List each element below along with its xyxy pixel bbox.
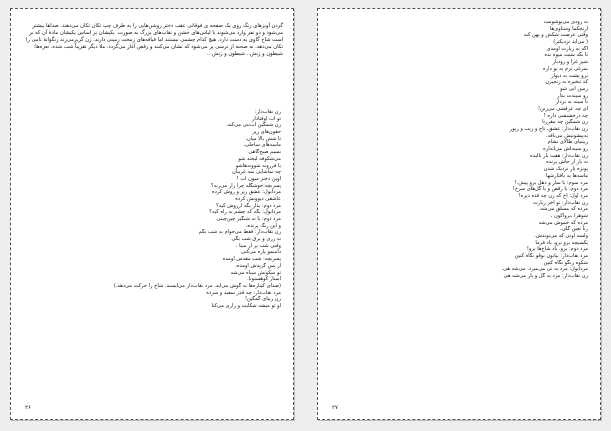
text-line: آستار کوهستونا. [247, 276, 281, 283]
text-line: نه بار از جاش پرنده [546, 159, 588, 166]
document-page-left [10, 8, 294, 420]
text-line: ماسه‌های ساحلی، [243, 142, 281, 149]
text-line: وقتی شب پر از مینا ، [235, 242, 281, 249]
text-line: او تو میشه شکایت و زاری می‌کنا [211, 302, 281, 309]
page-number: ۲۶ [25, 405, 31, 411]
text-line: حقون‌های زیر [252, 129, 281, 136]
verse-lines [326, 19, 588, 280]
text-line: می‌شکوفه لیخند شو [238, 155, 281, 162]
text-line: مرد دوم: با رقص و با گل‌های سرخ! [512, 186, 588, 193]
text-line: زن نقاب‌دار: مرد به گل و باز می‌شه هی [503, 273, 588, 280]
text-line: مرد اول: آخ که زن چه قده دیره! [518, 192, 588, 199]
text-line: زن شمگین چه مقرزنا [542, 119, 588, 126]
text-line: به‌پیشونیش می‌بافه. [545, 132, 588, 139]
text-line: برو پشت به دیوار [551, 72, 588, 79]
text-line: مرد دوم: برو، باد شاخ‌ها برو! [526, 246, 588, 253]
intro-paragraph: گردن آویزهای رنگ روی یک صفحه ی فوقانی عقب دختر روشن‌هایی را به طرف چپ تکان تکان می‌دهند. صداها بیشتر می‌شود و دو نفر وارد می‌شوند با لباس‌های خشن و نقاب‌های بزرگ به صورت. یکیشان بر اساس یکیشان مادهٔ آن که بر است شاخ گاوی به دست دارد. هیچ کدام چشمی نیستند اما قیافه‌های زمخت زمینی دارند. زن گریزمی‌زند رنگوانهٔ نامی را تکان می‌دهد. نه صحنه از ترسی پر می‌شود که نشان می‌کنند و رقص آغاز می‌گردد. ملا دیگر تقریباً شب شده. نعره‌ها: شیطون و زنش.. شیطون و زنش .. [26, 23, 283, 58]
text-line: زن نقاب‌دار: تو آخر زیارت [533, 199, 588, 206]
text-line: زن نقاب‌دار: عشق، تاج و زیب و زیور [509, 126, 588, 132]
text-line: زمین آبی شو [560, 85, 588, 92]
text-line: مردابول: عشق زیر و روش کرده [211, 189, 281, 196]
text-line: تو آب اوفتادار [251, 115, 281, 122]
text-line: ماسه‌ها به بافتارشها [545, 172, 588, 179]
text-line: زیبنیای طالای نشام [547, 139, 588, 146]
text-line: رنا نعین گلی، [560, 226, 588, 233]
text-line: بمرغی ترم به تو داره [543, 65, 588, 72]
text-line: که تنخیره به زنجیرن [545, 79, 588, 86]
text-line: شکوه زنگو نگاه کنین [543, 259, 588, 266]
text-line: ولسه اونی که می‌نوندش. [534, 233, 588, 239]
text-line: چه تماشایی نمه غریبان [232, 169, 281, 176]
text-line: مردابول: مرد به نی می‌میرد. می‌شه هی. [501, 266, 588, 273]
text-line: رو سینه‌اش می‌اندازه [543, 146, 588, 153]
text-line: زن نقاب‌دار: هفت بار نالیده [530, 152, 588, 159]
text-line: تا سینه‌ به بزدار [555, 99, 588, 106]
text-line: پونزه بار نزدیک شدن [543, 166, 588, 173]
text-line: دامنمو پاره می‌کنی [240, 249, 281, 256]
text-line: یکسیچه برو برو، باد فرما [535, 239, 588, 246]
verse-lines [19, 109, 281, 310]
text-line: نسیم صبح‌گاهی [248, 149, 281, 156]
text-line: از پس گریدش اومده، [235, 262, 281, 269]
text-line: شوهرا ،برواکون ، [550, 212, 588, 219]
text-line: نه زودی می‌پوشومت [543, 19, 588, 25]
text-line: با فرزونه شوونه‌هاشو [235, 162, 281, 169]
text-line: تا نگه شنت میوه بده [544, 52, 588, 59]
text-line: شیر غزا و رودبار [552, 59, 588, 66]
text-line: مرد دوم: بذار بگه آرزوش کیه؟ [216, 202, 281, 209]
text-line: آی چه عرقشی می‌زنن! [538, 105, 588, 112]
text-line: پسر‌بچه‌:خوشگله چرا زار می‌زنه؟ [210, 182, 281, 189]
text-line: زن زیبای گمگین! [244, 296, 281, 303]
text-line: اوین دختر میون آب ! [236, 175, 281, 182]
text-line: رو سینه‌ت بذار [557, 92, 588, 99]
text-line: ( می‌آید نزدیکتر) [553, 39, 588, 46]
text-line: اگه نه زیارت اومدی [546, 45, 588, 52]
text-line: عاشقی دیوونش کرده [235, 195, 281, 202]
document-page-right [317, 8, 601, 420]
text-line: زن نقاب‌دار: [254, 109, 281, 115]
text-line: چه درخشنشی داره ! [543, 112, 588, 119]
text-line: و این رنگ پرنده، [245, 222, 281, 229]
text-line: نه زری و برق شب بگی [231, 236, 281, 243]
text-line: مرد دوم: با نه شبگیر چین‌چینی [216, 216, 281, 222]
text-line: تا شش بالا میان. [245, 135, 281, 142]
text-line: مردابول: بگه که چشم به راه کیه؟ [209, 209, 281, 216]
text-line: مرده که مسلق می‌شه. [538, 206, 588, 213]
text-line: (صدای کیناره‌ها به گوش می‌آید. مرد نقاب‌دار می‌ایستد. شاخ را حرکت می‌دهد.) [113, 282, 281, 289]
text-line: تو سکوتش سیاه می‌شه [230, 269, 281, 276]
text-line: زن نقاب‌دار: فقط می‌خوام به شب بگم [198, 229, 281, 236]
text-line: مرده که خموش می‌شه [538, 219, 588, 226]
text-line: وقتی عرضت شکش و پهن کنه [523, 32, 588, 39]
text-line: مرد نقاب‌دار: بیابون نوقو نگاه کنین [514, 253, 588, 260]
page-number: ۲۷ [332, 405, 338, 411]
text-line: آرنجکما وشتاوی‌ها [549, 25, 588, 32]
text-line: پسر‌بچه: شب مقدس اومده [222, 256, 281, 263]
text-line: مرد نقاب‌دار: چه قدر سفید و سرده [206, 289, 281, 296]
text-line: زن شمگین آب‌تنی می‌کنه. [225, 122, 281, 129]
text-line: مرد سوم: با ساز و دهل برو پیش.! [514, 179, 588, 186]
